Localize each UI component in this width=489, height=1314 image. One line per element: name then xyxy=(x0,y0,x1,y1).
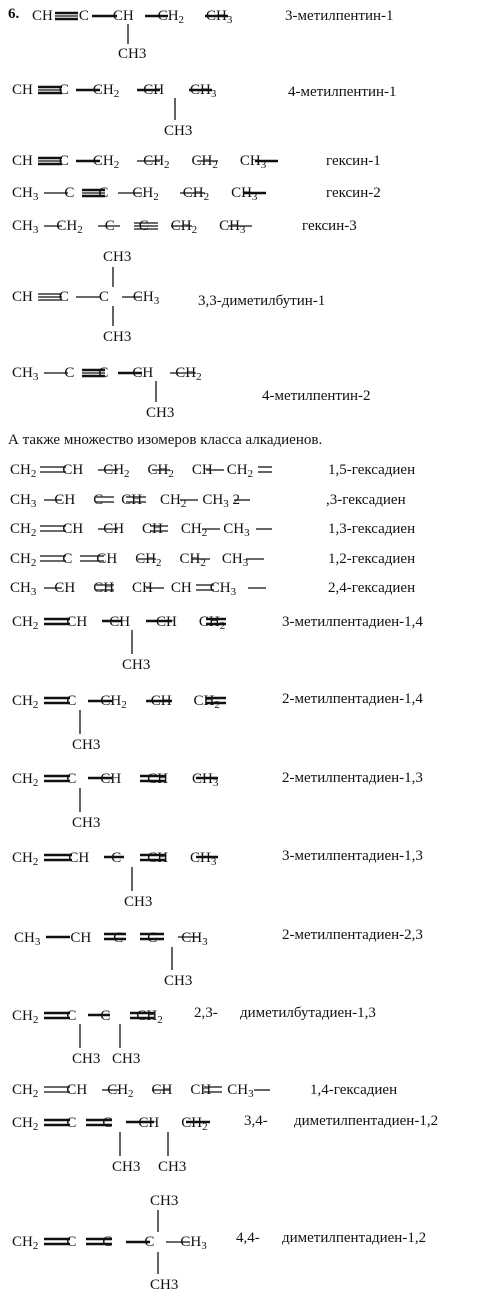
diene-2-name: ,3-гексадиен xyxy=(326,492,406,508)
diene-6-atoms: $CH_2$ CH CH CH $CH_2$ xyxy=(12,614,226,632)
diene-1-name: 1,5-гексадиен xyxy=(328,462,416,478)
diene-11-name: диметилбутадиен-1,3 xyxy=(240,1005,376,1021)
diene-3-name: 1,3-гексадиен xyxy=(328,521,416,537)
diene-14-name-prefix: 4,4- xyxy=(236,1230,260,1246)
diene-10-name: 2-метилпентадиен-2,3 xyxy=(282,927,423,943)
diene-5-atoms: $CH_3$ CH CH CH CH $CH_3$ xyxy=(10,580,237,598)
alkyne-6-branch-top: CH3 xyxy=(103,249,132,265)
diene-7-name: 2-метилпентадиен-1,4 xyxy=(282,691,423,707)
diene-8-atoms: $CH_2$ C CH CH $CH_3$ xyxy=(12,771,219,789)
alkyne-6-name: 3,3-диметилбутин-1 xyxy=(198,293,326,309)
alkyne-6-branch: CH3 xyxy=(103,329,132,345)
diene-3-atoms: $CH_2$ CH CH CH $CH_2$ $CH_3$ xyxy=(10,521,250,539)
alkyne-5-name: гексин-3 xyxy=(302,218,357,234)
diene-14-name: диметилпентадиен-1,2 xyxy=(282,1230,427,1246)
diene-13-branch-1: CH3 xyxy=(112,1159,141,1175)
diene-8-branch: CH3 xyxy=(72,815,101,831)
alkyne-4-atoms: $CH_3$ C C $CH_2$ $CH_2$ $CH_3$ xyxy=(12,185,258,203)
diene-11-name-prefix: 2,3- xyxy=(194,1005,218,1021)
alkyne-2-atoms: CH C $CH_2$ CH $CH_3$ xyxy=(12,82,217,100)
alkyne-6-atoms: CH C C $CH_3$ xyxy=(12,289,160,307)
problem-number: 6. xyxy=(8,6,20,22)
diene-9-branch: CH3 xyxy=(124,894,153,910)
diene-6-branch: CH3 xyxy=(122,657,151,673)
diene-14-branch-top: CH3 xyxy=(150,1193,179,1209)
diene-12-atoms: $CH_2$ CH $CH_2$ CH CH $CH_3$ xyxy=(12,1082,254,1100)
diene-10-atoms: $CH_3$ CH C C $CH_3$ xyxy=(14,930,208,948)
alkyne-2-name: 4-метилпентин-1 xyxy=(288,84,397,100)
diene-2-atoms: $CH_3$ CH C CH $CH_2$ $CH_3$ 2 xyxy=(10,492,240,510)
alkyne-7-branch: CH3 xyxy=(146,405,175,421)
diene-11-branch-2: CH3 xyxy=(112,1051,141,1067)
alkyne-1-atoms: CH C CH $CH_2$ $CH_3$ xyxy=(32,8,233,26)
alkyne-7-atoms: $CH_3$ C C CH $CH_2$ xyxy=(12,365,202,383)
alkyne-1-name: 3-метилпентин-1 xyxy=(285,8,394,24)
diene-13-branch-2: CH3 xyxy=(158,1159,187,1175)
diene-5-name: 2,4-гексадиен xyxy=(328,580,416,596)
diene-10-branch: CH3 xyxy=(164,973,193,989)
diene-1-atoms: $CH_2$ CH $CH_2$ $CH_2$ CH $CH_2$ xyxy=(10,462,254,480)
alkyne-3-name: гексин-1 xyxy=(326,153,381,169)
diene-6-name: 3-метилпентадиен-1,4 xyxy=(282,614,423,630)
diene-7-atoms: $CH_2$ C $CH_2$ CH $CH_2$ xyxy=(12,693,220,711)
alkadiene-note: А также множество изомеров класса алкадиенов. xyxy=(8,432,323,448)
diene-11-branch-1: CH3 xyxy=(72,1051,101,1067)
diene-13-name-prefix: 3,4- xyxy=(244,1113,268,1129)
diene-14-atoms: $CH_2$ C C C $CH_3$ xyxy=(12,1234,207,1252)
alkyne-7-name: 4-метилпентин-2 xyxy=(262,388,371,404)
diene-4-name: 1,2-гексадиен xyxy=(328,551,416,567)
diene-14-branch: CH3 xyxy=(150,1277,179,1293)
diene-12-name: 1,4-гексадиен xyxy=(310,1082,398,1098)
diene-9-name: 3-метилпентадиен-1,3 xyxy=(282,848,423,864)
diene-8-name: 2-метилпентадиен-1,3 xyxy=(282,770,423,786)
alkyne-1-branch: CH3 xyxy=(118,46,147,62)
diene-13-name: диметилпентадиен-1,2 xyxy=(294,1113,439,1129)
diene-11-atoms: $CH_2$ C C $CH_2$ xyxy=(12,1008,163,1026)
diene-7-branch: CH3 xyxy=(72,737,101,753)
diene-13-atoms: $CH_2$ C C CH $CH_2$ xyxy=(12,1115,208,1133)
diene-4-atoms: $CH_2$ C CH $CH_2$ $CH_2$ $CH_3$ xyxy=(10,551,249,569)
alkyne-3-atoms: CH C $CH_2$ $CH_2$ $CH_2$ $CH_3$ xyxy=(12,153,267,171)
alkyne-5-atoms: $CH_3$ $CH_2$ C C $CH_2$ $CH_3$ xyxy=(12,218,246,236)
alkyne-4-name: гексин-2 xyxy=(326,185,381,201)
alkyne-2-branch: CH3 xyxy=(164,123,193,139)
diene-9-atoms: $CH_2$ CH C CH $CH_3$ xyxy=(12,850,217,868)
